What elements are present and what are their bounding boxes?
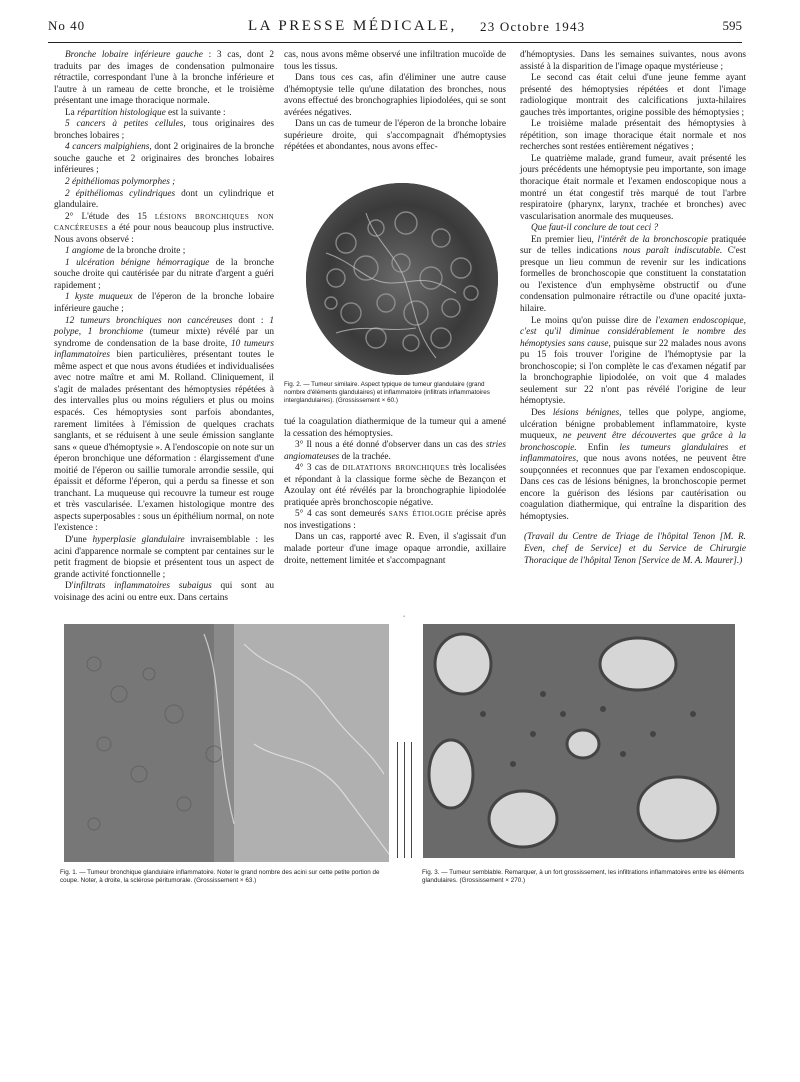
text-column-1: [54, 50, 274, 604]
paragraph: 1 angiome de la bronche droite ;: [65, 246, 186, 257]
paragraph: 2 épithéliomas polymorphes ;: [65, 177, 176, 188]
paragraph: 3° Il nous a été donné d'observer dans un cas des stries angiomateuses de la trachée.: [284, 440, 506, 462]
paragraph: 4° 3 cas de dilatations bronchiques très localisées et répondant à la classique forme sèche de Bezançon et Azoulay ont été révélés par la bronchographie lipiodolée pratiquée après bronchoscopie négative.: [284, 463, 506, 508]
micrograph-texture: [306, 183, 498, 375]
paragraph: Le troisième malade présentait des hémoptysies à répétition, son image thoracique était normale et nos recherches sont restées entièrement négatives ;: [520, 119, 746, 153]
text-column-2-bottom: [284, 417, 506, 567]
figure-1-caption: Fig. 1. — Tumeur bronchique glandulaire inflammatoire. Noter le grand nombre des acini sur cette petite portion de coupe. Noter, à droite, la sclérose péritumorale. (Grossissement × 63.): [60, 869, 380, 884]
paragraph: 12 tumeurs bronchiques non cancéreuses dont : 1 polype, 1 bronchiome (tumeur mixte) révélé par un syndrome de condensation de la base droite, 10 tumeurs inflammatoires bien particulières, présentant toutes le même aspect et que nous avons étudiées et individualisées avec notre maître et ami M. Rolland. Cliniquement, il s'agit de malades présentant des hémoptysies répétées à des intervalles plus ou moins réguliers et plus ou moins espacés. Ces hémoptysies sont parfois abondantes, rarement limitées à l'émission de quelques crachats sanglants, et se réduisent à une seule émission sanglante sans « queue d'hémoptysie ». A l'endoscopie on note sur un éperon bronchique une déformation : élargissement d'une moitié de l'éperon ou saillie tumorale arrondie sessile, qui épaissit et déforme l'éperon, qui a perdu sa finesse et son tranchant. La muqueuse qui recouvre la tumeur est rouge et très vascularisée. L'examen histologique montre des aspects superposables : sous un épithélium normal, on note l'existence :: [54, 315, 275, 534]
paragraph: Que faut-il conclure de tout ceci ?: [531, 223, 659, 234]
paragraph: En premier lieu, l'intérêt de la bronchoscopie pratiquée sur de telles indications nous paraît indiscutable. C'est presque un lieu commun de revenir sur les indications formelles de bronchoscopie que constituent la constatation ou l'existence d'un emphysème obstructif ou d'une condensation pulmonaire rétractile ou d'une opacité juxta-hilaire.: [520, 234, 747, 315]
paragraph: 5 cancers à petites cellules, tous originaires des bronches lobaires ;: [54, 119, 274, 141]
paragraph: 4 cancers malpighiens, dont 2 originaires de la bronche souche gauche et 2 originaires des bronches lobaires inférieures ;: [54, 142, 275, 176]
text-column-2-top: [284, 50, 506, 154]
figure-1-micrograph: [64, 624, 389, 862]
paragraph: 1 kyste muqueux de l'éperon de la bronche lobaire inférieure gauche ;: [54, 292, 274, 315]
page-number-left: No 40: [48, 18, 86, 33]
paragraph: Bronche lobaire inférieure gauche : 3 cas, dont 2 traduits par des images de condensation pulmonaire rétractile, correspondant l'une à la bronche inférieure et l'autre à un rameau de cette bronche, et le troisième présentant une image thoracique normale.: [54, 50, 275, 107]
page-mark: ʻ: [403, 614, 406, 622]
paragraph: Le moins qu'on puisse dire de l'examen endoscopique, c'est qu'il diminue considérablement le nombre des hémoptysies sans cause, puisque sur 22 malades nous avons pu 15 fois trouver l'origine de l'hémoptysie par la bronchoscopie; si l'on complète le cas d'examen négatif par la bronchographie lipiodolée, on voit que 4 malades seulement sur 22 n'ont pas révélé l'origine de leur hémoptysie.: [520, 315, 746, 407]
journal-title: LA PRESSE MÉDICALE,: [248, 18, 457, 34]
paragraph: D'infiltrats inflammatoires subaigus qui sont au voisinage des acini ou entre eux. Dans certains: [54, 581, 274, 603]
paragraph: d'hémoptysies. Dans les semaines suivantes, nous avons assisté à la disparition de l'image opaque mystérieuse ;: [520, 50, 746, 72]
institution-credit: (Travail du Centre de Triage de l'hôpital Tenon [M. R. Even, chef de Service] et du Service de Chirurgie Thoracique de l'hôpital Tenon [Service de M. A. Maurer].): [524, 532, 746, 566]
text-column-3: [520, 50, 746, 567]
paragraph: 1 ulcération bénigne hémorragique de la bronche souche droite qui cautérisée par du nitrate d'argent a guéri rapidement ;: [54, 257, 274, 291]
issue-date: 23 Octobre 1943: [480, 19, 586, 34]
page-number-right: 595: [722, 18, 742, 33]
figure-2-micrograph: [306, 183, 498, 375]
paragraph: Le second cas était celui d'une jeune femme ayant présenté des hémoptysies répétées et dont l'image radiologique montrait des calcifications juxta-hilaires gauches très importantes, origine possible des hémoptysies ;: [520, 73, 746, 118]
figure-2-caption: Fig. 2. — Tumeur similaire. Aspect typique de tumeur glandulaire (grand nombre d'éléments glandulaires) et inflammatoire (infiltrats inflammatoires interglandulaires). (Grossissement × 60.): [284, 381, 490, 404]
micrograph-texture: [423, 624, 735, 858]
column-rule: [411, 742, 412, 858]
paragraph: cas, nous avons même observé une infiltration mucoïde de tous les tissus.: [284, 50, 506, 72]
column-rule: [397, 742, 398, 858]
paragraph: 2 épithéliomas cylindriques dont un cylindrique et glandulaire.: [54, 188, 275, 211]
paragraph: Dans un cas, rapporté avec R. Even, il s'agissait d'un malade porteur d'une image opaque arrondie, axillaire droite, nettement limitée et s'accompagnant: [284, 532, 506, 566]
figure-3-caption: Fig. 3. — Tumeur semblable. Remarquer, à un fort grossissement, les infiltrations inflammatoires entre les éléments glandulaires. (Grossissement × 270.): [422, 869, 744, 884]
paragraph: La répartition histologique est la suivante :: [65, 107, 226, 118]
paragraph: 2° L'étude des 15 lésions bronchiques non cancéreuses a été pour nous beaucoup plus instructive. Nous avons observé :: [54, 211, 275, 245]
column-rule: [404, 742, 405, 858]
paragraph: Des lésions bénignes, telles que polype, angiome, ulcération bénigne probablement inflammatoire, kyste muqueux, ne peuvent être découvertes que grâce à la bronchoscopie. Enfin les tumeurs glandulaires et inflammatoires, que nous avons notées, ne peuvent être soupçonnées et reconnues que par l'examen endoscopique. Dans ces cas de lésions bénignes, la bronchoscopie permet encore la guérison des lésions par cautérisation ou coagulation diathermique, qui entraîne la disparition des hémoptysies.: [520, 407, 746, 522]
micrograph-texture: [64, 624, 389, 862]
paragraph: Le quatrième malade, grand fumeur, avait présenté les jours précédents une hémoptysie peu importante, son image thoracique était normale et l'examen endoscopique nous a montré un état congestif très marqué de tout l'arbre respiratoire (pharynx, larynx, trachée et bronches) avec vascularisation anormale des muqueuses.: [520, 153, 746, 222]
paragraph: Dans un cas de tumeur de l'éperon de la bronche lobaire supérieure droite, qui s'accompagnait d'hémoptysies répétées et abondantes, nous avons effec-: [284, 119, 506, 153]
figure-3-micrograph: [423, 624, 735, 858]
paragraph: tué la coagulation diathermique de la tumeur qui a amené la cessation des hémoptysies.: [284, 417, 506, 439]
paragraph: D'une hyperplasie glandulaire invraisemblable : les acini d'apparence normale se comptent par centaines sur le petit fragment de biopsie et présentent tous un aspect de grande activité fonctionnelle ;: [54, 534, 274, 580]
page-header: [48, 16, 742, 43]
paragraph: Dans tous ces cas, afin d'éliminer une autre cause d'hémoptysie telle qu'une dilatation des bronches, nous avons effectué des bronchographies lipiodolées, qui se sont avérées négatives.: [284, 73, 506, 118]
paragraph: 5° 4 cas sont demeurés sans étiologie précise après nos investigations :: [284, 509, 506, 531]
